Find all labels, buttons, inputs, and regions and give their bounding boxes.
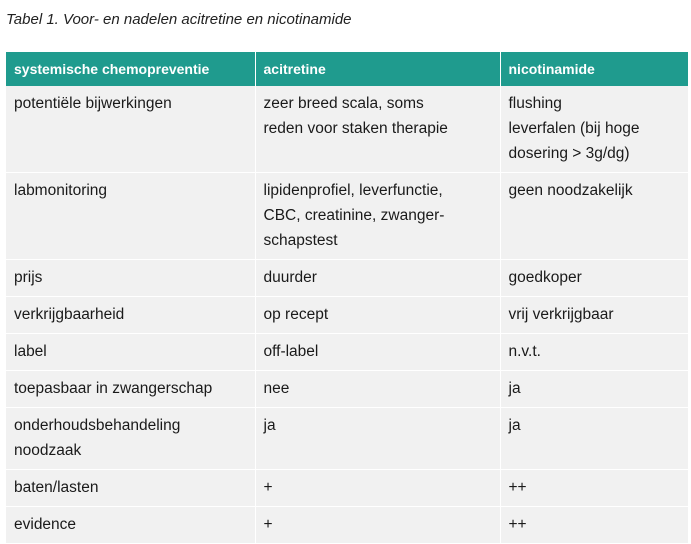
cell-line: evidence: [14, 516, 77, 533]
column-header-nicotinamide: nicotinamide: [500, 52, 688, 86]
row-label-cell: [6, 334, 255, 371]
cell-line: prijs: [14, 269, 43, 286]
cell-line: n.v.t.: [508, 343, 541, 360]
row-label-cell: [6, 408, 255, 470]
cell-line: ++: [508, 516, 527, 533]
comparison-table: [6, 52, 688, 544]
table-row: [6, 173, 688, 260]
acitretine-cell: [255, 408, 500, 470]
cell-line: dosering > 3g/dg): [508, 145, 630, 162]
acitretine-cell: [255, 173, 500, 260]
acitretine-cell: [255, 470, 500, 507]
cell-line: toepasbaar in zwangerschap: [14, 380, 213, 397]
cell-line: lipidenprofiel, leverfunctie,: [263, 182, 443, 199]
cell-line: +: [263, 479, 273, 496]
cell-line: ++: [508, 479, 527, 496]
table-row: [6, 297, 688, 334]
acitretine-cell: [255, 86, 500, 173]
cell-line: baten/lasten: [14, 479, 99, 496]
acitretine-cell: [255, 297, 500, 334]
cell-line: op recept: [263, 306, 329, 323]
cell-line: goedkoper: [508, 269, 582, 286]
cell-line: schapstest: [263, 232, 338, 249]
cell-line: off-label: [263, 343, 319, 360]
cell-line: geen noodzakelijk: [508, 182, 633, 199]
row-label-cell: [6, 297, 255, 334]
cell-line: +: [263, 516, 273, 533]
nicotinamide-cell: [500, 334, 688, 371]
cell-line: flushing: [508, 95, 562, 112]
column-header-chemopreventie: systemische chemopreventie: [6, 52, 255, 86]
acitretine-cell: [255, 334, 500, 371]
acitretine-cell: [255, 260, 500, 297]
cell-line: labmonitoring: [14, 182, 108, 199]
cell-line: potentiële bijwerkingen: [14, 95, 172, 112]
table-row: [6, 86, 688, 173]
cell-line: label: [14, 343, 47, 360]
cell-line: ja: [508, 417, 521, 434]
row-label-cell: [6, 470, 255, 507]
table-header-row: [6, 52, 688, 86]
row-label-cell: [6, 86, 255, 173]
nicotinamide-cell: [500, 260, 688, 297]
row-label-cell: [6, 260, 255, 297]
cell-line: reden voor staken therapie: [263, 120, 448, 137]
table-row: [6, 470, 688, 507]
row-label-cell: [6, 371, 255, 408]
cell-line: noodzaak: [14, 442, 82, 459]
table-row: [6, 260, 688, 297]
acitretine-cell: [255, 371, 500, 408]
cell-line: ja: [263, 417, 276, 434]
table-caption: Tabel 1. Voor- en nadelen acitretine en nicotinamide: [6, 11, 352, 28]
cell-line: vrij verkrijgbaar: [508, 306, 614, 323]
column-header-acitretine: acitretine: [255, 52, 500, 86]
cell-line: duurder: [263, 269, 317, 286]
cell-line: leverfalen (bij hoge: [508, 120, 640, 137]
nicotinamide-cell: [500, 297, 688, 334]
table-row: [6, 408, 688, 470]
nicotinamide-cell: [500, 408, 688, 470]
nicotinamide-cell: [500, 371, 688, 408]
row-label-cell: [6, 173, 255, 260]
cell-line: nee: [263, 380, 290, 397]
nicotinamide-cell: [500, 86, 688, 173]
table-row: [6, 334, 688, 371]
cell-line: ja: [508, 380, 521, 397]
table-row: [6, 371, 688, 408]
cell-line: verkrijgbaarheid: [14, 306, 125, 323]
cell-line: onderhoudsbehandeling: [14, 417, 181, 434]
nicotinamide-cell: [500, 470, 688, 507]
nicotinamide-cell: [500, 173, 688, 260]
cell-line: CBC, creatinine, zwanger-: [263, 207, 445, 224]
cell-line: zeer breed scala, soms: [263, 95, 424, 112]
